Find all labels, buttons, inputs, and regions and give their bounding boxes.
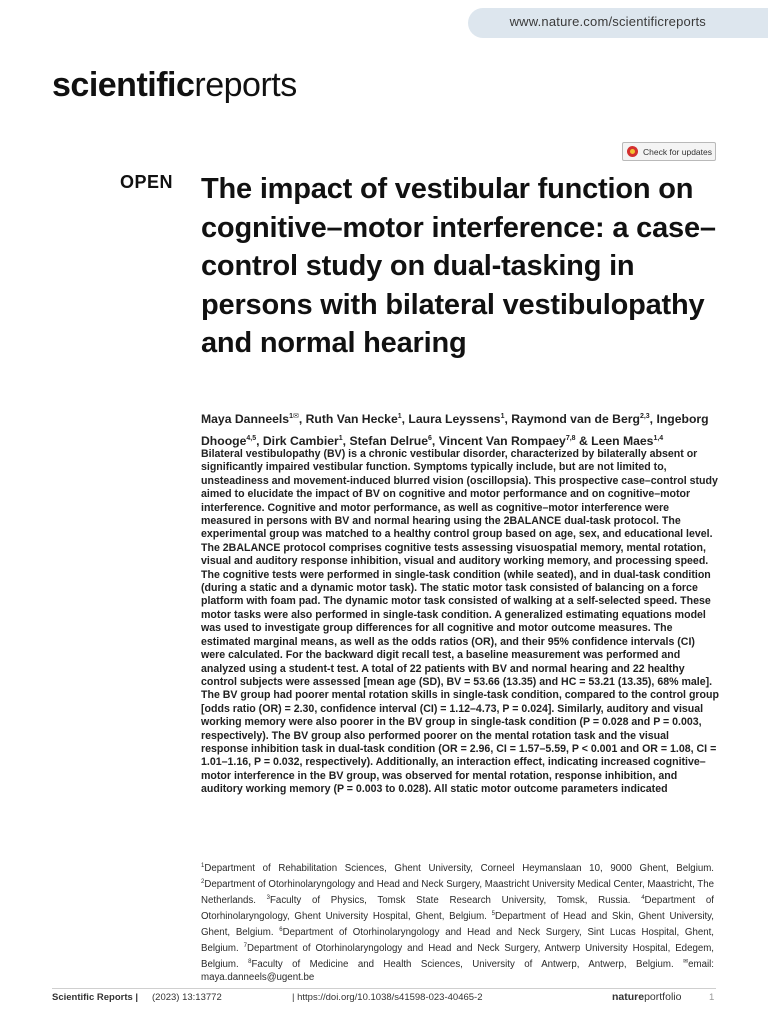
affiliation-text: Faculty of Physics, Tomsk State Research University, Tomsk, Russia. [270,895,631,907]
crossmark-icon [627,146,638,157]
affiliations [201,860,714,985]
affiliation-number: 8 [248,959,252,966]
affiliation-text: Department of Rehabilitation Sciences, Ghent University, Corneel Heymanslaan 10, 9000 Ghent, Belgium. [204,863,714,875]
article-title: The impact of vestibular function on cognitive–motor interference: a case–control study on dual-tasking in persons with bilateral vestibulopathy and normal hearing [201,173,716,359]
author-name-text: Vincent Van Rompaey [438,434,566,449]
author-affiliation-marker: 1 [397,413,402,420]
author-name[interactable] [263,434,343,448]
author-name-text: Dirk Cambier [262,434,339,449]
author-affiliation-marker: 1 [338,435,343,443]
author-affiliation-marker: 2,3 [639,413,650,420]
footer-journal: Scientific Reports | [52,992,139,1003]
footer-doi-link[interactable]: | https://doi.org/10.1038/s41598-023-40465-2 [292,992,483,1003]
page-footer [52,992,716,1006]
author-name-text: Laura Leyssens [408,412,501,427]
footer-citation: (2023) 13:13772 [152,992,222,1003]
open-access-label: OPEN [120,172,174,192]
affiliation-text: Department of Otorhinolaryngology and Head and Neck Surgery, Antwerp University Hospital, Edegem, Belgium. [201,943,714,971]
check-for-updates-label: Check for updates [643,146,712,157]
affiliation-number: 1 [201,863,205,869]
author-affiliation-marker: 6 [428,435,432,443]
logo-bold-text: scientific [52,66,195,104]
affiliation-number: 3 [266,895,271,902]
affiliation-number: ✉ [683,959,689,966]
affiliation-text: email: maya.danneels@ugent.be [201,959,714,984]
journal-url[interactable]: www.nature.com/scientificreports [509,14,706,29]
affiliation-number: 6 [279,927,283,934]
logo-light-text: reports [194,66,297,104]
affiliation-text: Faculty of Medicine and Health Sciences, University of Antwerp, Antwerp, Belgium. [251,959,674,971]
author-affiliation-marker: 1,4 [653,435,664,443]
author-name[interactable] [591,434,663,448]
abstract: Bilateral vestibulopathy (BV) is a chronic vestibular disorder, characterized by bilaterally absent or significantly impaired vestibular function. Symptoms typically include, but are not limited to, unsteadiness and movement-induced blurred vision (oscillopsia). This prospective case–control study aimed to elucidate the impact of BV on cognitive and motor performance and on cognitive–motor interference. Cognitive and motor performance, as well as cognitive–motor interference were measured in persons with BV and normal hearing using the 2BALANCE dual-task protocol. The experimental group was matched to a healthy control group based on age, sex, and educational level. The 2BALANCE protocol comprises cognitive tests assessing visuospatial memory, mental rotation, visual and auditory response inhibition, visual and auditory working memory, and processing speed. The cognitive tests were performed in single-task condition (while seated), and in dual-task condition (during a static and a dynamic motor task). The static motor task consisted of balancing on a force platform with foam pad. The dynamic motor task consisted of walking at a self-selected speed. These motor tasks were also performed in single-task condition. A generalized estimating equations model was used to investigate group differences for all cognitive and motor outcome measures. The estimated marginal means, as well as the odds ratios (OR), and their 95% confidence intervals (CI) were calculated. For the backward digit recall test, a baseline measurement was performed and analyzed using a student-t test. A total of 22 patients with BV and normal hearing and 22 healthy control subjects were assessed [mean age (SD), BV = 53.66 (13.35) and HC = 53.21 (13.35), 68% male]. The BV group had poorer mental rotation skills in single-task condition, compared to the control group [odds ratio (OR) = 2.30, confidence interval (CI) = 1.12–4.73, P = 0.024]. Similarly, auditory and visual working memory were also poorer in the BV group in single-task condition (P = 0.028 and P = 0.003, respectively). The BV group also performed poorer on the mental rotation task and the visual response inhibition task in dual-task condition (OR = 2.96, CI = 1.57–5.59, P < 0.001 and OR = 1.08, CI = 1.01–1.16, P = 0.032, respectively). Additionally, an interaction effect, indicating increased cognitive–motor interference in the BV group, was observed for mental rotation, response inhibition, and auditory working memory (P = 0.003 to 0.028). All static motor outcome parameters indicated [201,448,719,796]
author-affiliation-marker: 7,8 [565,435,576,443]
affiliation-number: 4 [641,895,645,902]
author-affiliation-marker: 1 [500,413,505,420]
author-list: Maya Danneels$^{1✉}$, Ruth Van Hecke$^1$, Laura Leyssens$^1$, Raymond van de Berg$^{2,3}$, Ingeborg Dhooge$^{4,5}$, Dirk Cambier$^1$, Stefan Delrue$^6$, Vincent Van Rompaey$^{7,8}$ & Leen Maes$^{1,4}$ [201,412,709,449]
author-affiliation-marker: 4,5 [246,435,257,443]
affiliation-text: Department of Otorhinolaryngology, Ghent University Hospital, Ghent, Belgium. [201,895,714,923]
author-name[interactable] [439,434,576,448]
author-name[interactable] [408,412,504,426]
footer-divider [52,988,716,989]
brand-bold-text: nature [612,991,645,1003]
author-name-text: Maya Danneels [201,412,290,427]
author-name-text: Ingeborg Dhooge [201,412,709,449]
affiliation-text: Department of Otorhinolaryngology and Head and Neck Surgery, Maastricht University Medical Center, Maastricht, The Netherlands. [201,879,714,907]
author-name-text: Stefan Delrue [349,434,429,449]
page-number: 1 [709,992,715,1003]
author-name-text: Leen Maes [591,434,654,449]
affiliation-number: 2 [201,879,205,886]
author-affiliation-marker: 1✉ [289,413,299,420]
journal-logo[interactable] [52,66,297,105]
author-name[interactable] [349,434,431,448]
author-name[interactable] [201,412,299,426]
author-name[interactable] [306,412,402,426]
nature-portfolio-logo [612,991,681,1003]
affiliation-number: 5 [491,911,495,918]
author-name[interactable] [511,412,649,426]
affiliation-text: Department of Otorhinolaryngology and Head and Neck Surgery, Sint Lucas Hospital, Ghent, Belgium. [201,927,714,955]
affiliation-text: Department of Head and Skin, Ghent University, Ghent, Belgium. [201,911,714,939]
brand-light-text: portfolio [644,991,682,1003]
author-name-text: Raymond van de Berg [511,412,640,427]
author-name-text: Ruth Van Hecke [305,412,398,427]
affiliation-number: 7 [243,943,247,950]
check-for-updates-button[interactable] [622,142,716,161]
